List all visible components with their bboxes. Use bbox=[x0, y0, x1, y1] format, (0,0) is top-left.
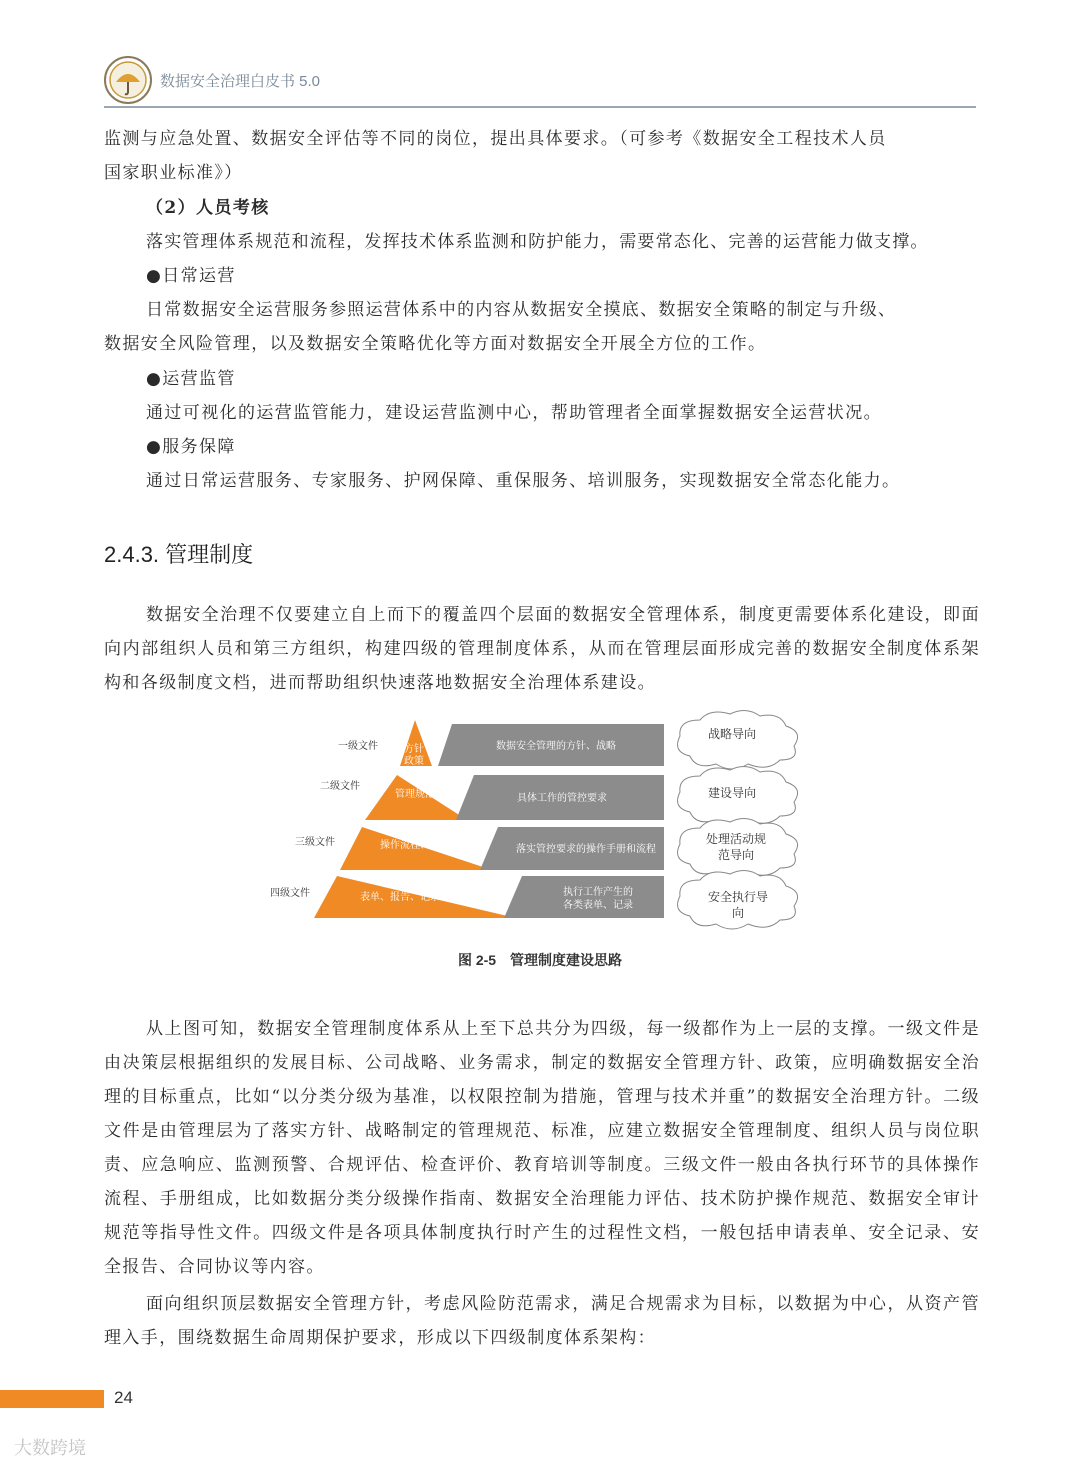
desc-text-4a: 执行工作产生的 bbox=[563, 887, 633, 898]
pyramid-text-3: 操作流程、手册 bbox=[380, 840, 450, 851]
desc-text-2: 具体工作的管控要求 bbox=[517, 793, 607, 804]
pyramid-text-2: 管理规范 bbox=[395, 789, 435, 800]
whitepaper-logo bbox=[104, 56, 152, 104]
subsection-text: 落实管理体系规范和流程，发挥技术体系监测和防护能力，需要常态化、完善的运营能力做支撑。 bbox=[146, 232, 929, 252]
pyramid-text-4: 表单、报告、记录、清单 bbox=[360, 892, 470, 903]
desc-text-4b: 各类表单、记录 bbox=[563, 900, 633, 911]
header-divider bbox=[104, 106, 976, 108]
cloud-text-4b: 向 bbox=[731, 906, 745, 920]
page-number: 24 bbox=[114, 1388, 133, 1407]
pyramid-text-1a: 方针 bbox=[404, 744, 424, 755]
bullet-text-daily-ops-2: 数据安全风险管理，以及数据安全策略优化等方面对数据安全开展全方位的工作。 bbox=[104, 334, 767, 354]
cloud-text-3a: 处理活动规 bbox=[705, 832, 767, 846]
section-paragraph-2: 从上图可知，数据安全管理制度体系从上至下总共分为四级，每一级都作为上一层的支撑。一级文件是由决策层根据组织的发展目标、公司战略、业务需求，制定的数据安全管理方针、政策，应明确数据安全治理的目标重点，比如“以分类分级为基准，以权限控制为措施，管理与技术并重”的数据安全治理方针。二级文件是由管理层为了落实方针、战略制定的管理规范、标准，应建立数据安全管理制度、组织人员与岗位职责、应急响应、监测预警、合规评估、检查评价、教育培训等制度。三级文件一般由各执行环节的具体操作流程、手册组成，比如数据分类分级操作指南、数据安全治理能力评估、技术防护操作规范、数据安全审计规范等指导性文件。四级文件是各项具体制度执行时产生的过程性文档，一般包括申请表单、安全记录、安全报告、合同协议等内容。 bbox=[104, 1019, 980, 1277]
brand-watermark: 大数跨境 bbox=[14, 1438, 86, 1458]
level-label-3: 三级文件 bbox=[295, 837, 335, 848]
footer-accent-bar bbox=[0, 1390, 104, 1408]
bullet-title-daily-ops: ●日常运营 bbox=[146, 266, 236, 286]
management-system-figure bbox=[260, 706, 820, 932]
level-label-2: 二级文件 bbox=[320, 781, 360, 792]
section-paragraph-3: 面向组织顶层数据安全管理方针，考虑风险防范需求，满足合规需求为目标，以数据为中心，从资产管理入手，围绕数据生命周期保护要求，形成以下四级制度体系架构： bbox=[104, 1294, 980, 1348]
figure-caption: 图 2-5 管理制度建设思路 bbox=[457, 952, 623, 968]
cloud-text-2: 建设导向 bbox=[707, 786, 757, 800]
level-label-4: 四级文件 bbox=[270, 888, 310, 899]
pyramid-text-1b: 政策 bbox=[404, 756, 424, 767]
section-heading: 2.4.3. 管理制度 bbox=[104, 542, 254, 567]
subsection-title: （2）人员考核 bbox=[146, 198, 270, 218]
intro-line-2: 国家职业标准》） bbox=[104, 163, 243, 183]
cloud-text-4a: 安全执行导 bbox=[707, 890, 769, 904]
level-label-1: 一级文件 bbox=[338, 741, 378, 752]
bullet-text-ops-supervision: 通过可视化的运营监管能力，建设运营监测中心，帮助管理者全面掌握数据安全运营状况。 bbox=[146, 403, 882, 423]
cloud-text-1: 战略导向 bbox=[707, 727, 757, 741]
bullet-title-ops-supervision: ●运营监管 bbox=[146, 369, 236, 389]
bullet-title-service-guarantee: ●服务保障 bbox=[146, 437, 236, 457]
bullet-text-daily-ops-1: 日常数据安全运营服务参照运营体系中的内容从数据安全摸底、数据安全策略的制定与升级、 bbox=[146, 300, 897, 320]
header-title: 数据安全治理白皮书 5.0 bbox=[160, 73, 321, 90]
desc-text-3: 落实管控要求的操作手册和流程 bbox=[516, 844, 656, 855]
desc-text-1: 数据安全管理的方针、战略 bbox=[496, 741, 616, 752]
intro-line-1: 监测与应急处置、数据安全评估等不同的岗位，提出具体要求。（可参考《数据安全工程技术人员 bbox=[104, 129, 887, 149]
cloud-text-3b: 范导向 bbox=[717, 848, 755, 862]
bullet-text-service-guarantee: 通过日常运营服务、专家服务、护网保障、重保服务、培训服务，实现数据安全常态化能力。 bbox=[146, 471, 901, 491]
section-paragraph-1: 数据安全治理不仅要建立自上而下的覆盖四个层面的数据安全管理体系，制度更需要体系化建设，即面向内部组织人员和第三方组织，构建四级的管理制度体系，从而在管理层面形成完善的数据安全制度体系架构和各级制度文档，进而帮助组织快速落地数据安全治理体系建设。 bbox=[104, 605, 980, 693]
